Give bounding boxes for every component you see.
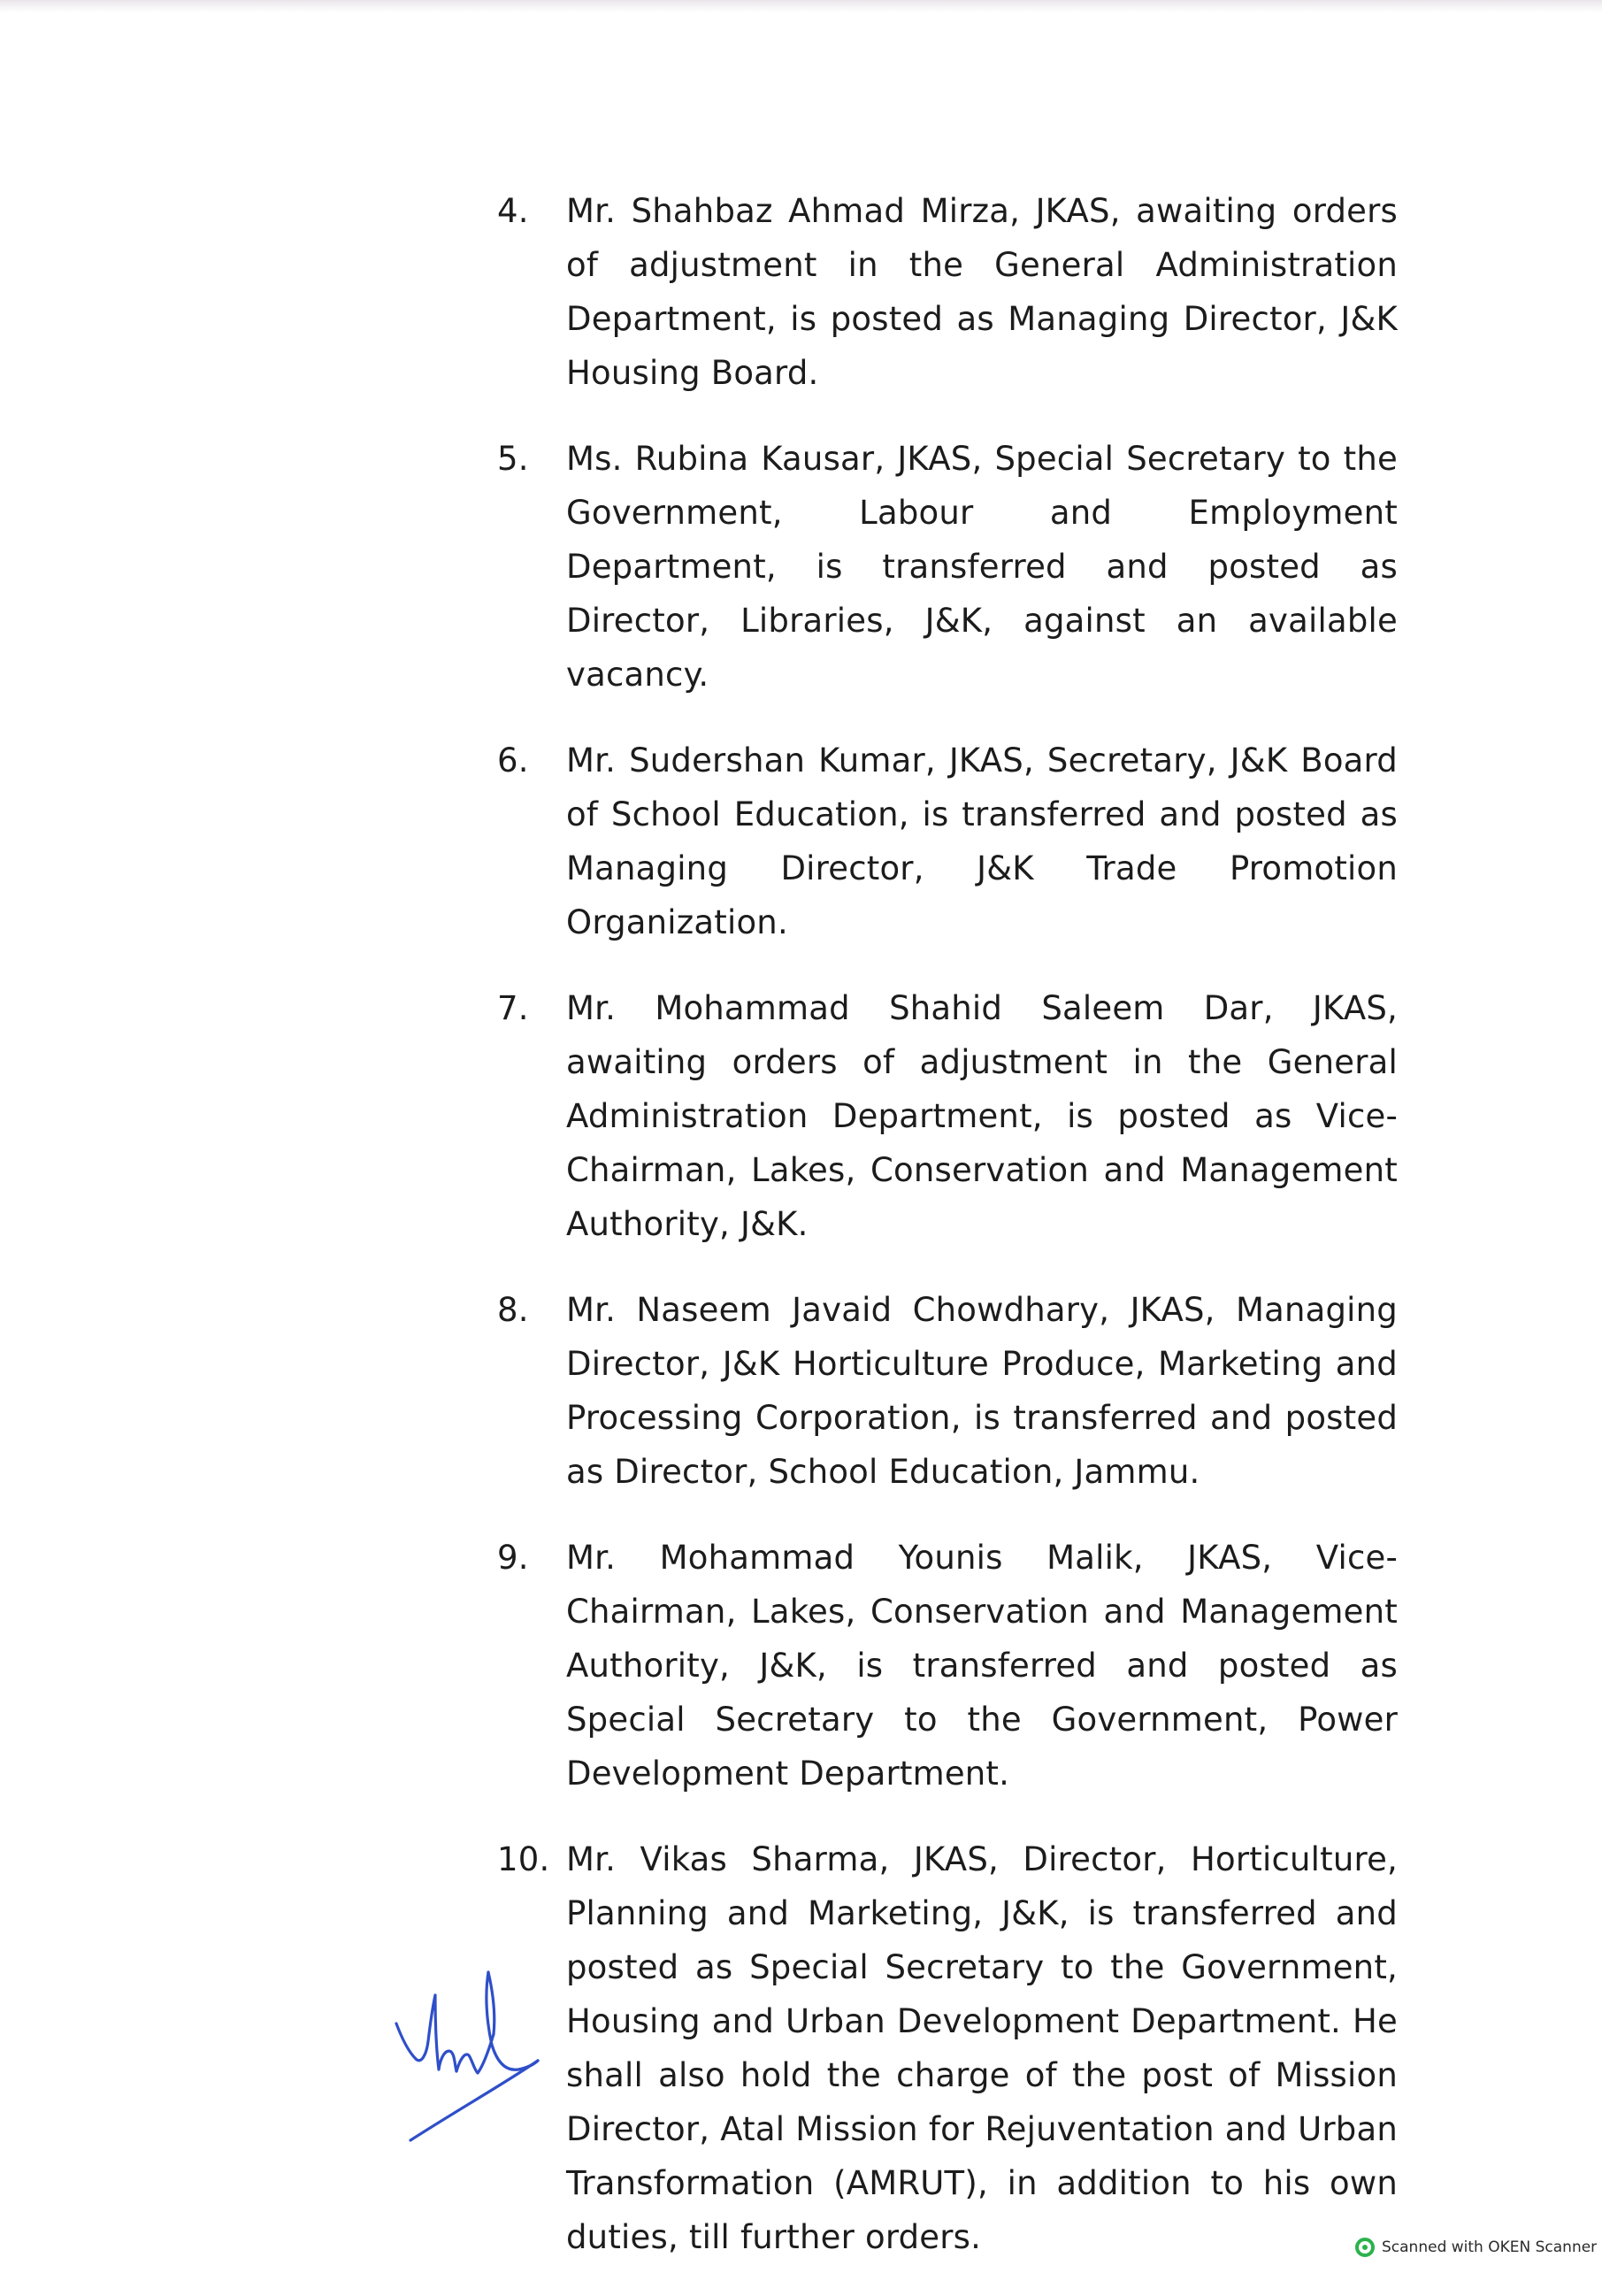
list-item — [495, 733, 1398, 949]
list-item — [495, 1283, 1398, 1499]
item-text: Mr. Mohammad Younis Malik, JKAS, Vice-Chairman, Lakes, Conservation and Management Authority, J&K, is transferred and posted as Special Secretary to the Government, Power Development Department. — [566, 1539, 1398, 1793]
list-item — [495, 1832, 1398, 2264]
scanner-watermark — [1355, 2237, 1597, 2258]
item-text: Mr. Shahbaz Ahmad Mirza, JKAS, awaiting orders of adjustment in the General Administration Department, is posted as Managing Director, J&K Housing Board. — [566, 192, 1398, 392]
item-text: Ms. Rubina Kausar, JKAS, Special Secretary to the Government, Labour and Employment Department, is transferred and posted as Director, Libraries, J&K, against an available vacancy. — [566, 440, 1398, 694]
list-item — [495, 981, 1398, 1251]
item-number: 6. — [497, 741, 529, 779]
list-item — [495, 184, 1398, 400]
item-number: 9. — [497, 1539, 529, 1577]
scan-top-edge — [0, 0, 1602, 12]
item-text: Mr. Mohammad Shahid Saleem Dar, JKAS, awaiting orders of adjustment in the General Administration Department, is posted as Vice-Chairman, Lakes, Conservation and Management Authority, J&K. — [566, 989, 1398, 1243]
item-text: Mr. Vikas Sharma, JKAS, Director, Horticulture, Planning and Marketing, J&K, is transferred and posted as Special Secretary to the Government, Housing and Urban Development Department. He shall also hold the charge of the post of Mission Director, Atal Mission for Rejuventation and Urban Transformation (AMRUT), in addition to his own duties, till further orders. — [566, 1840, 1398, 2256]
handwritten-signature — [389, 1960, 557, 2150]
order-list — [495, 184, 1398, 2296]
scanner-logo-icon — [1355, 2238, 1375, 2257]
item-number: 7. — [497, 989, 529, 1027]
item-text: Mr. Naseem Javaid Chowdhary, JKAS, Managing Director, J&K Horticulture Produce, Marketing and Processing Corporation, is transferred and posted as Director, School Education, Jammu. — [566, 1291, 1398, 1491]
item-number: 10. — [497, 1840, 550, 1878]
scanner-label: Scanned with OKEN Scanner — [1382, 2238, 1598, 2256]
item-number: 4. — [497, 192, 529, 230]
item-text: Mr. Sudershan Kumar, JKAS, Secretary, J&K Board of School Education, is transferred and posted as Managing Director, J&K Trade Promotion Organization. — [566, 741, 1398, 941]
item-number: 5. — [497, 440, 529, 478]
list-item — [495, 1531, 1398, 1801]
list-item — [495, 432, 1398, 702]
item-number: 8. — [497, 1291, 529, 1329]
